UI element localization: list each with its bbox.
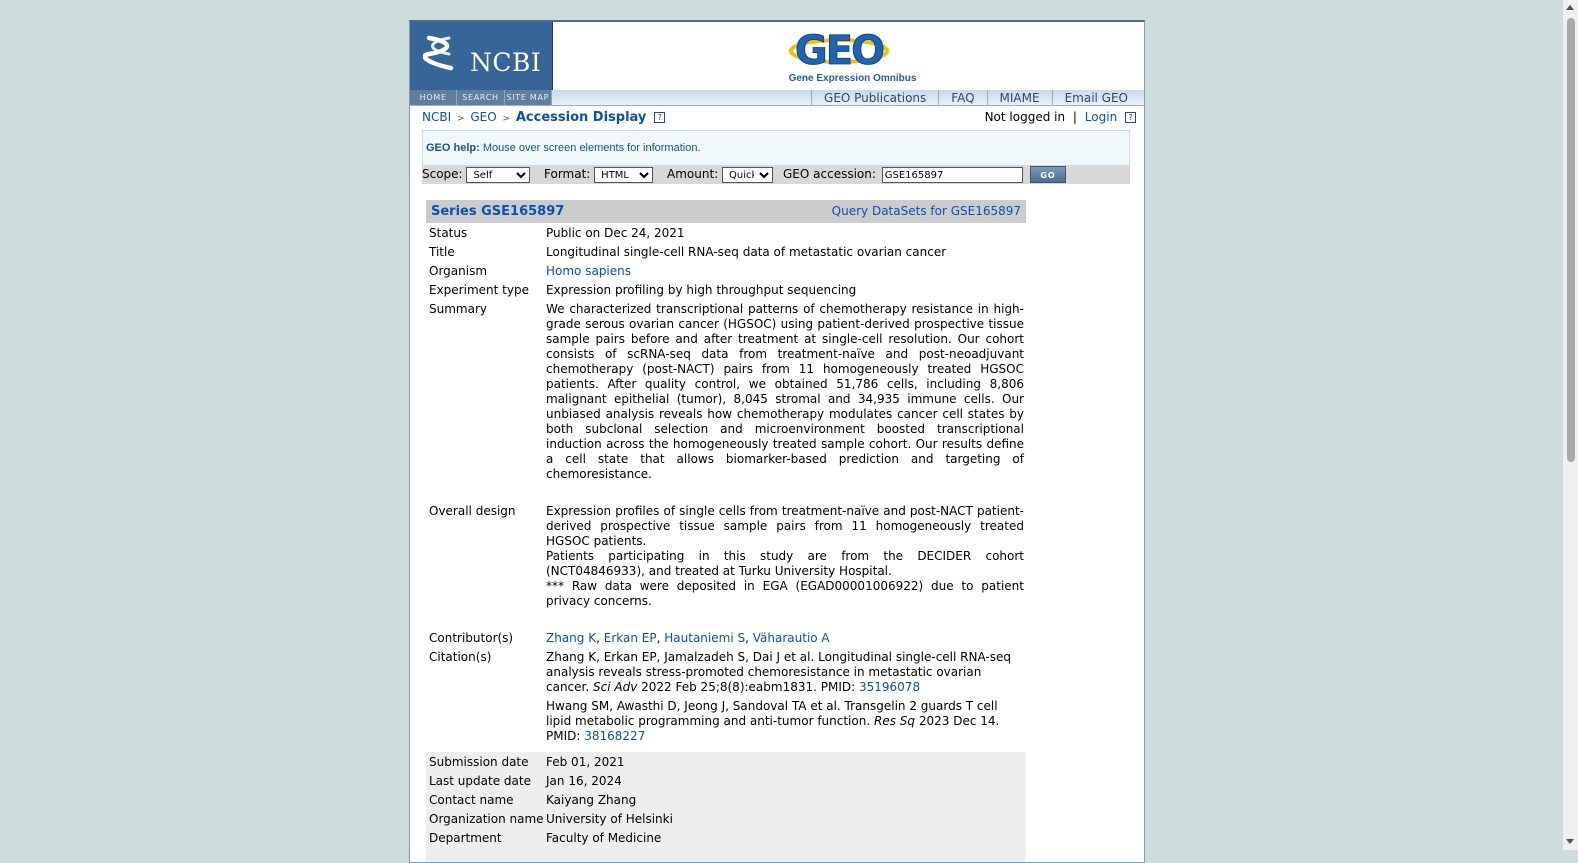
format-select[interactable] xyxy=(594,167,653,183)
ncbi-nav xyxy=(410,90,552,105)
scrollbar-thumb[interactable] xyxy=(1567,18,1575,462)
last-update-value: Jan 16, 2024 xyxy=(546,774,622,788)
query-bar xyxy=(422,165,1130,184)
ncbi-logo-text: NCBI xyxy=(470,48,542,77)
contributors-label: Contributor(s) xyxy=(429,631,514,645)
organism-link[interactable]: Homo sapiens xyxy=(546,264,632,278)
vertical-scrollbar[interactable] xyxy=(1563,0,1578,850)
department-label: Department xyxy=(429,831,502,845)
query-datasets-link[interactable]: Query DataSets for GSE165897 xyxy=(831,204,1021,218)
contributors-value xyxy=(546,631,1024,646)
nav-miame[interactable]: MIAME xyxy=(987,90,1052,105)
breadcrumb-separator: > xyxy=(502,114,511,124)
design-paragraph: Patients participating in this study are from the DECIDER cohort (NCT04846933), and treated at Turku University Hospital. xyxy=(546,549,1024,578)
format-label: Format: xyxy=(544,167,591,181)
geo-help-box xyxy=(422,130,1130,166)
amount-label: Amount: xyxy=(667,167,719,181)
status-value: Public on Dec 24, 2021 xyxy=(546,226,685,240)
geo-logo-text: GEO xyxy=(794,28,884,74)
status-label: Status xyxy=(429,226,468,240)
nav-site-map[interactable]: SITE MAP xyxy=(505,90,552,105)
nav-home[interactable]: HOME xyxy=(410,90,457,105)
contact-name-label: Contact name xyxy=(429,793,514,807)
dna-helix-icon xyxy=(423,34,457,74)
title-value: Longitudinal single-cell RNA-seq data of metastatic ovarian cancer xyxy=(546,245,947,259)
department-value: Faculty of Medicine xyxy=(546,831,662,845)
scroll-down-arrow-icon[interactable] xyxy=(1566,839,1574,844)
summary-value: We characterized transcriptional patterns of chemotherapy resistance in high-grade serous ovarian cancer (HGSOC) using patient-derived prospective tissue sample pairs before and after treatment at single-cell resolution. Our cohort consists of scRNA-seq data from treatment-naïve and post-neoadjuvant chemotherapy (post-NACT) pairs from 11 homogeneously treated HGSOC patients. After quality control, we obtained 51,786 cells, including 8,806 malignant epithelial (tumor), 8,045 stromal and 34,935 immune cells. Our unbiased analysis reveals how chemotherapy modulates cancer cell states by both subclonal selection and microenvironment boosted transcriptional induction across the homogeneously treated sample cohort. Our results define a cell state that allows biomarker-based prediction and targeting of chemoresistance. xyxy=(546,302,1024,481)
citation-2 xyxy=(546,699,1024,744)
login-link[interactable]: Login xyxy=(1084,110,1118,124)
title-label: Title xyxy=(429,245,455,259)
submission-date-label: Submission date xyxy=(429,755,529,769)
nav-email-geo[interactable]: Email GEO xyxy=(1052,90,1144,105)
login-area xyxy=(985,110,1136,124)
citation-text: Hwang SM, Awasthi D, Jeong J, Sandoval TA et al. Transgelin 2 guards T cell lipid metabolic programming and anti-tumor function. xyxy=(546,699,998,728)
last-update-label: Last update date xyxy=(429,774,531,788)
contact-name-value: Kaiyang Zhang xyxy=(546,793,637,807)
scroll-up-arrow-icon[interactable] xyxy=(1566,5,1574,10)
citations-label: Citation(s) xyxy=(429,650,492,664)
nav-faq[interactable]: FAQ xyxy=(938,90,986,105)
experiment-type-value: Expression profiling by high throughput sequencing xyxy=(546,283,857,297)
contributor-separator: , xyxy=(745,631,749,645)
overall-design-value xyxy=(546,504,1024,609)
scope-label: Scope: xyxy=(422,167,463,181)
nav-geo-publications[interactable]: GEO Publications xyxy=(811,90,938,105)
citation-journal: Res Sq xyxy=(873,714,916,728)
ncbi-logo[interactable] xyxy=(410,22,553,91)
geo-page xyxy=(409,20,1145,863)
summary-label: Summary xyxy=(429,302,487,316)
design-paragraph: *** Raw data were deposited in EGA (EGAD00001006922) due to patient privacy concerns. xyxy=(546,579,1024,608)
geo-logo[interactable] xyxy=(785,26,895,74)
accession-input[interactable] xyxy=(882,167,1023,183)
series-header xyxy=(426,200,1026,223)
submission-date-value: Feb 01, 2021 xyxy=(546,755,625,769)
breadcrumb-geo[interactable]: GEO xyxy=(470,110,497,124)
contributor-link[interactable]: Zhang K xyxy=(546,631,597,645)
accession-label: GEO accession: xyxy=(783,167,876,181)
organization-label: Organization name xyxy=(429,812,544,826)
geo-subtitle: Gene Expression Omnibus xyxy=(788,73,917,84)
geo-nav xyxy=(811,90,1144,105)
contributor-link[interactable]: Väharautio A xyxy=(752,631,830,645)
design-paragraph: Expression profiles of single cells from treatment-naïve and post-NACT patient-derived prospective tissue sample pairs from 11 homogeneously treated HGSOC patients. xyxy=(546,504,1024,548)
login-divider: | xyxy=(1072,110,1077,124)
nav-search[interactable]: SEARCH xyxy=(457,90,504,105)
scope-select[interactable] xyxy=(466,167,530,183)
help-icon[interactable]: ? xyxy=(1125,112,1136,123)
top-navbar xyxy=(410,90,1144,106)
breadcrumb-separator: > xyxy=(456,114,465,124)
help-icon[interactable]: ? xyxy=(654,112,665,123)
go-button[interactable]: GO xyxy=(1030,166,1066,183)
contributor-separator: , xyxy=(596,631,600,645)
pmid-link[interactable]: 35196078 xyxy=(859,680,921,694)
overall-design-label: Overall design xyxy=(429,504,516,518)
experiment-type-label: Experiment type xyxy=(429,283,529,297)
citation-details: 2023 Dec 14. PMID: xyxy=(546,714,1000,743)
breadcrumb-current: Accession Display xyxy=(515,110,647,125)
geo-help-text: Mouse over screen elements for information. xyxy=(482,142,701,154)
geo-banner xyxy=(553,22,1144,90)
organization-value: University of Helsinki xyxy=(546,812,673,826)
breadcrumb xyxy=(422,110,665,125)
contributor-link[interactable]: Erkan EP xyxy=(603,631,657,645)
contributor-link[interactable]: Hautaniemi S xyxy=(664,631,746,645)
breadcrumb-ncbi[interactable]: NCBI xyxy=(422,110,452,124)
contributor-separator: , xyxy=(656,631,661,645)
pmid-link[interactable]: 38168227 xyxy=(584,729,646,743)
login-status: Not logged in xyxy=(984,110,1066,124)
citation-details: 2022 Feb 25;8(8):eabm1831. PMID: xyxy=(641,680,856,694)
citation-1 xyxy=(546,650,1024,695)
organism-label: Organism xyxy=(429,264,488,278)
citation-text: Zhang K, Erkan EP, Jamalzadeh S, Dai J et al. Longitudinal single-cell RNA-seq analysis reveals stress-promoted chemoresistance in metastatic ovarian cancer. xyxy=(546,650,1011,694)
geo-help-label: GEO help: xyxy=(426,142,480,154)
citation-journal: Sci Adv xyxy=(593,680,638,694)
series-title: Series GSE165897 xyxy=(431,204,565,219)
amount-select[interactable] xyxy=(722,167,773,183)
